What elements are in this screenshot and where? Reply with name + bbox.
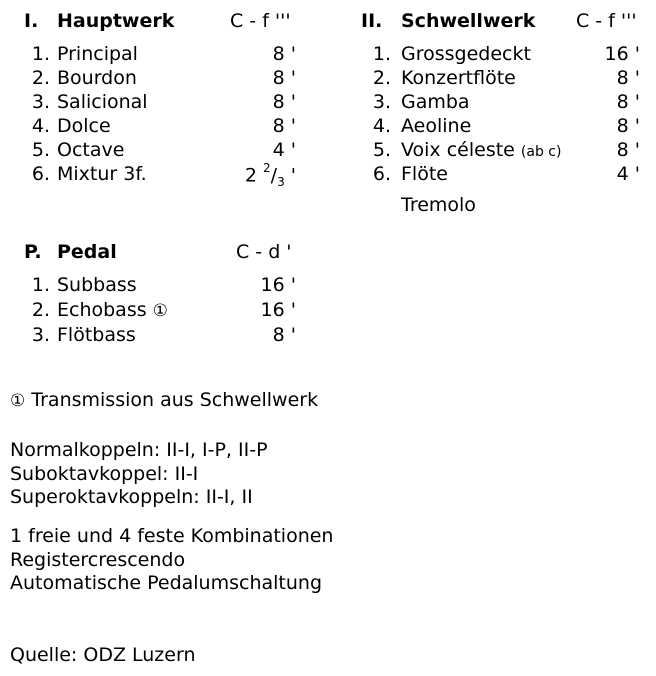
- division-header: [361, 10, 651, 36]
- stop-row: [361, 115, 651, 139]
- stop-name: Grossgedeckt: [401, 43, 531, 65]
- stop-name: Gamba: [401, 91, 470, 113]
- stop-name: Subbass: [57, 274, 137, 296]
- stop-name: Octave: [57, 139, 125, 161]
- footnote: [10, 389, 318, 411]
- accessory-line: Registercrescendo: [10, 548, 186, 571]
- stop-row: [361, 139, 651, 163]
- stop-name: Konzertflöte: [401, 67, 516, 89]
- stop-name-text: Echobass: [57, 299, 147, 321]
- source-line: Quelle: ODZ Luzern: [10, 644, 196, 666]
- stop-name: Mixtur 3f.: [57, 163, 147, 185]
- couplers-list: [10, 439, 268, 510]
- stop-pitch: 4 ': [616, 163, 640, 185]
- stop-pitch: 16 ': [260, 299, 296, 321]
- stop-number: 5.: [372, 139, 391, 161]
- stop-name: Principal: [57, 43, 138, 65]
- pitch-unit: ': [290, 164, 296, 187]
- footnote-marker-icon: ①: [152, 301, 168, 321]
- stop-number: 6.: [372, 163, 391, 185]
- stop-pitch: 8 ': [616, 67, 640, 89]
- stop-name: Flötbass: [57, 324, 136, 346]
- footnote-text: Transmission aus Schwellwerk: [31, 389, 319, 411]
- stop-number: 3.: [31, 91, 50, 113]
- stop-name: Bourdon: [57, 67, 137, 89]
- stop-number: 3.: [31, 324, 50, 346]
- stop-row: [24, 91, 304, 115]
- stop-name: [57, 299, 168, 321]
- stop-number: 3.: [372, 91, 391, 113]
- division-pedal: [24, 241, 304, 349]
- stop-pitch: 16 ': [604, 43, 640, 65]
- stop-number: 5.: [31, 139, 50, 161]
- stop-row: [24, 161, 304, 190]
- division-title: Schwellwerk: [401, 10, 536, 32]
- stop-number: 2.: [31, 299, 50, 321]
- division-title: Pedal: [57, 241, 117, 263]
- stop-name: Aeoline: [401, 115, 472, 137]
- accessory-line: 1 freie und 4 feste Kombinationen: [10, 525, 334, 547]
- stop-pitch: 8 ': [272, 324, 296, 346]
- compass-range: C - f ''': [230, 10, 291, 32]
- pitch-whole: 2: [244, 164, 257, 187]
- division-numeral: P.: [24, 241, 42, 263]
- stop-row: [24, 67, 304, 91]
- pitch-numerator: 2: [263, 161, 271, 175]
- stop-pitch: 8 ': [272, 67, 296, 89]
- stop-name: Salicional: [57, 91, 148, 113]
- division-schwellwerk: [361, 10, 651, 219]
- coupler-line: Suboktavkoppel: II-I: [10, 462, 199, 485]
- accessories-list: [10, 525, 333, 596]
- stop-row: [24, 299, 304, 324]
- coupler-line: Normalkoppeln: II-I, I-P, II-P: [10, 439, 268, 461]
- stop-row: [361, 163, 651, 187]
- stop-row: [361, 43, 651, 67]
- pitch-denominator: 3: [277, 175, 285, 190]
- division-header: [24, 10, 304, 36]
- stop-row: [24, 274, 304, 299]
- stop-row: [24, 324, 304, 349]
- coupler-line: Superoktavkoppeln: II-I, II: [10, 486, 253, 508]
- stop-pitch: 8 ': [272, 91, 296, 113]
- compass-range: C - f ''': [576, 10, 637, 32]
- stop-number: 4.: [372, 115, 391, 137]
- stop-number: 1.: [31, 43, 50, 65]
- compass-range: C - d ': [236, 241, 292, 263]
- stop-name: Flöte: [401, 163, 448, 185]
- stop-pitch: 8 ': [616, 91, 640, 113]
- division-hauptwerk: [24, 10, 304, 190]
- stop-pitch: 4 ': [272, 139, 296, 161]
- stop-number: 2.: [372, 67, 391, 89]
- stop-row: [361, 67, 651, 91]
- stop-row: [24, 43, 304, 67]
- footnote-marker-icon: ①: [10, 391, 26, 411]
- tremolo-label: Tremolo: [401, 194, 476, 216]
- stop-number: 4.: [31, 115, 50, 137]
- stop-pitch-fraction: 2 $^2/_3$ ': [244, 161, 296, 190]
- stop-name: Dolce: [57, 115, 111, 137]
- stop-pitch: 16 ': [260, 274, 296, 296]
- stop-number: 1.: [372, 43, 391, 65]
- stop-row: [24, 139, 304, 163]
- stop-name-text: Voix céleste: [401, 139, 515, 161]
- division-numeral: I.: [24, 10, 39, 32]
- stop-name: [401, 139, 561, 161]
- stop-row: [24, 115, 304, 139]
- accessory-line: Automatische Pedalumschaltung: [10, 572, 323, 594]
- stop-compass-note: (ab c): [520, 144, 562, 160]
- stop-number: 2.: [31, 67, 50, 89]
- stop-number: 6.: [31, 163, 50, 185]
- stop-pitch: 8 ': [616, 139, 640, 161]
- stop-pitch: 8 ': [272, 115, 296, 137]
- stop-pitch: 8 ': [616, 115, 640, 137]
- division-header: [24, 241, 304, 267]
- stop-pitch: 8 ': [272, 43, 296, 65]
- division-title: Hauptwerk: [57, 10, 175, 32]
- stop-row: [361, 91, 651, 115]
- division-numeral: II.: [361, 10, 383, 32]
- stop-number: 1.: [31, 274, 50, 296]
